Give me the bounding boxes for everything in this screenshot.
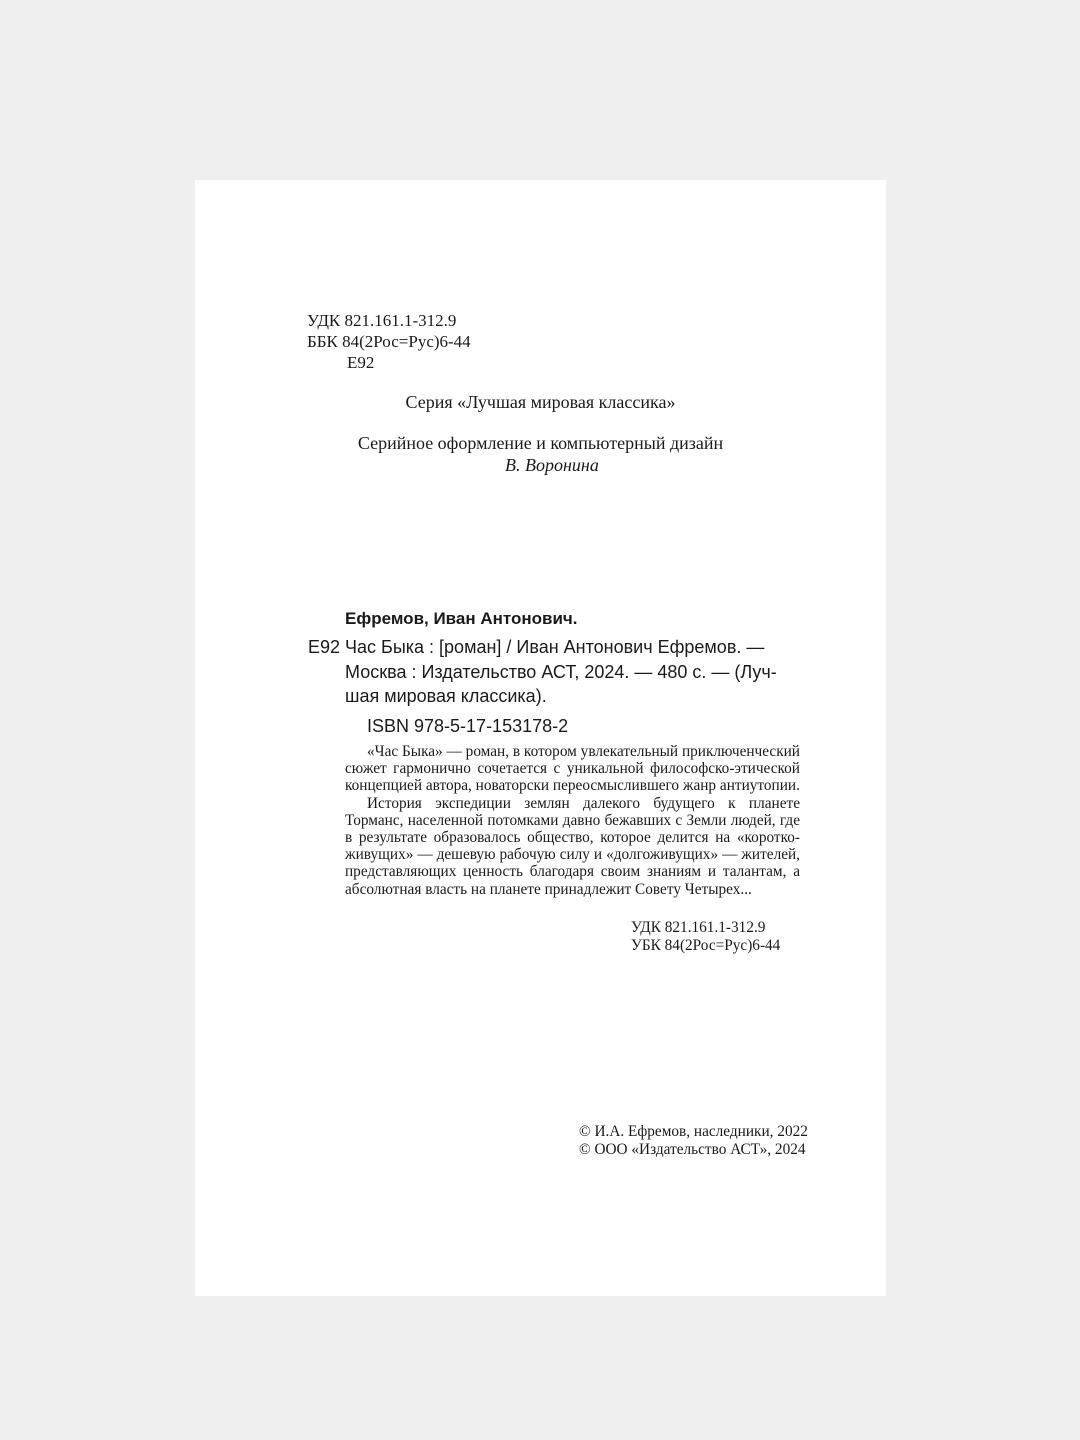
catalog-description-line: шая мировая классика).	[345, 686, 547, 706]
classification-udk: УДК 821.161.1-312.9	[631, 919, 766, 936]
catalog-description-line: Москва : Издательство АСТ, 2024. — 480 с. — (Луч-	[345, 662, 777, 682]
book-page	[195, 180, 886, 1296]
copyright-publisher: © ООО «Издательство АСТ», 2024	[579, 1141, 806, 1158]
design-credit: Серийное оформление и компьютерный дизайн	[357, 433, 724, 453]
catalog-description-line: Час Быка : [роман] / Иван Антонович Ефремов. —	[345, 637, 765, 657]
bbk-code: ББК 84(2Рос=Рус)6-44	[307, 332, 471, 351]
designer-name: В. Воронина	[505, 455, 599, 475]
isbn: ISBN 978-5-17-153178-2	[367, 716, 569, 736]
annotation-paragraph: История экспедиции землян далекого будущего к планете Торманс, населенной потомками давно бежавших с Земли людей, где в результате образовалось общество, которое делится на «коротко-живущих» — дешевую рабочую силу и «долгоживущих» — жителей, представляющих ценность благодаря своим знаниям и талантам, а абсолютная власть на планете принадлежит Совету Четырех...	[345, 794, 800, 898]
copyright-author: © И.А. Ефремов, наследники, 2022	[579, 1123, 808, 1140]
udk-code: УДК 821.161.1-312.9	[307, 311, 457, 330]
annotation-paragraph: «Час Быка» — роман, в котором увлекательный приключенческий сюжет гармонично сочетается с уникальной философско-этической концепцией автора, новаторски переосмыслившего жанр антиутопии.	[345, 743, 800, 795]
classification-bbk: УБК 84(2Рос=Рус)6-44	[631, 937, 781, 954]
catalog-author-mark: Е92	[308, 637, 341, 657]
author-mark: Е92	[347, 353, 375, 372]
annotation	[345, 743, 800, 898]
catalog-author: Ефремов, Иван Антонович.	[345, 609, 578, 628]
series-title: Серия «Лучшая мировая классика»	[405, 392, 676, 412]
